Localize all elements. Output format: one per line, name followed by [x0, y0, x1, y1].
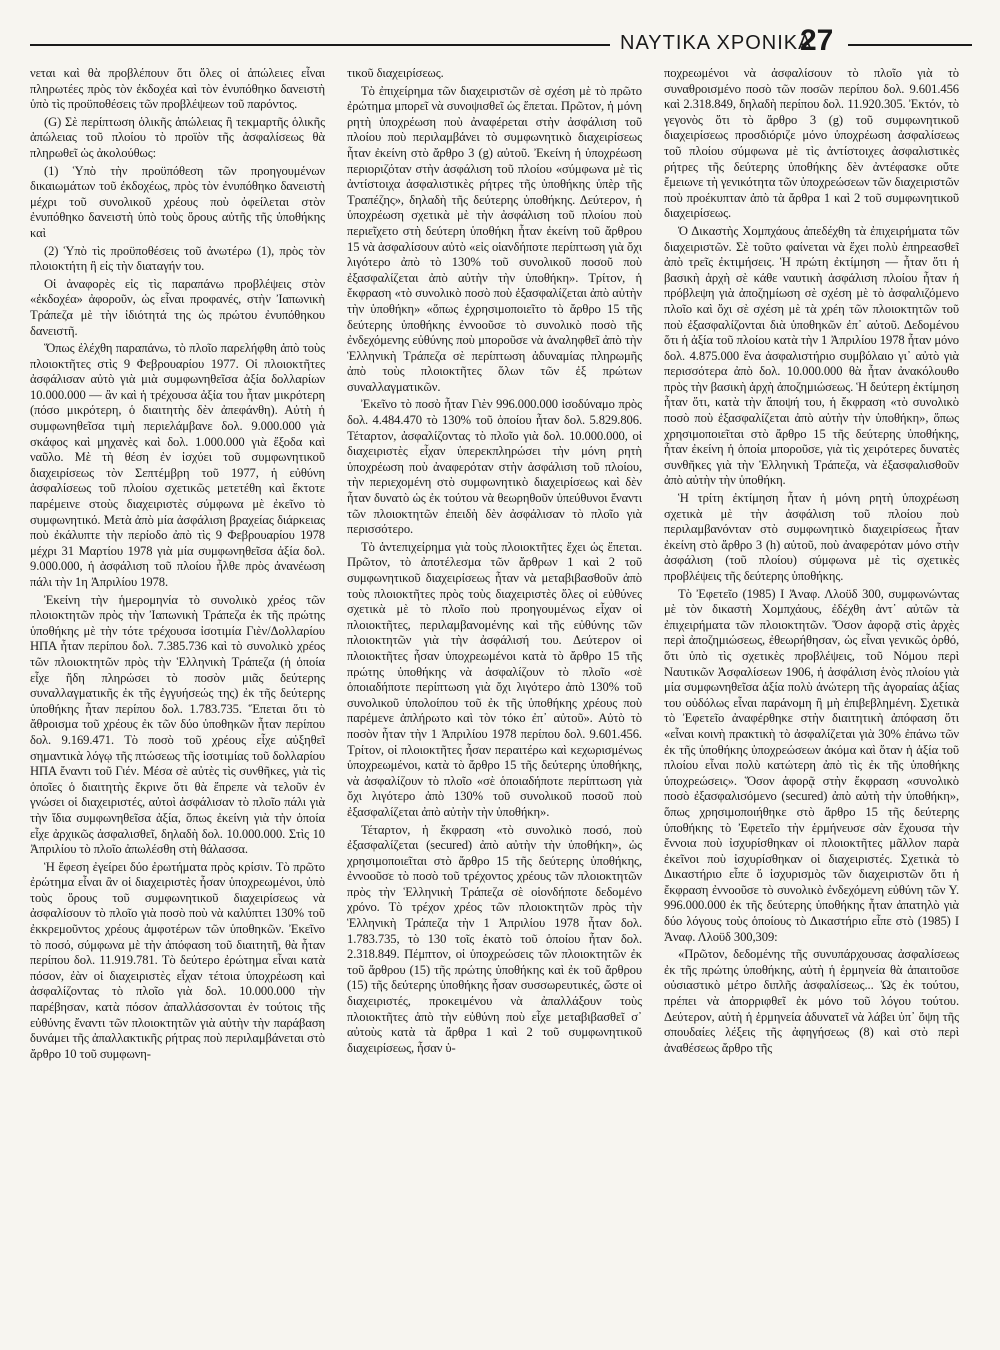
text-column-3 [664, 66, 959, 1336]
paragraph: (1) Ὑπὸ τὴν προϋπόθεση τῶν προηγουμένων δικαιωμάτων τοῦ ἐκδοχέως, πρὸς τὸν ἐνυπόθηκο δανειστὴ μέχρι τοῦ συνολικοῦ χρέους ποὺ ὀφείλεται στὸν ἐνυπόθηκο δανειστὴ ὑπὸ τοὺς ὅρους αὐτῆς τῆς ὑποθήκης καὶ [30, 163, 325, 240]
paragraph: Ὁ Δικαστὴς Χομπχάους ἀπεδέχθη τὰ ἐπιχειρήματα τῶν διαχειριστῶν. Σὲ τοῦτο φαίνεται νὰ ἔχει πολὺ ἐπηρεασθεῖ ἀπὸ τρεῖς ἐκτιμήσεις. Ἡ πρώτη ἐκτίμηση — ἦταν ὅτι ἡ βασικὴ ἀρχὴ σὲ κάθε ναυτικὴ ἀσφάλιση πλοίου ἦταν ἡ πρόβλεψη γιὰ ἀποζημίωση σὲ σχέση μὲ τὸ ἀσφαλιζόμενο πλοῖο καὶ ὄχι σὲ σχέση μὲ τὰ χρέη τῶν πλοιοκτητῶν τοῦ ποὺ ἐξασφαλίζονται διὰ ὑποθηκῶν ἐπ᾽ αὐτοῦ. Δεδομένου ὅτι ἡ ἀξία τοῦ πλοίου κατὰ τὴν 1 Ἀπριλίου 1978 ἦταν μόνο δολ. 4.875.000 ἕνα ἀσφαλιστήριο συμβόλαιο γι᾽ αὐτὸ γιὰ περισσότερα ἀπὸ δολ. 10.000.000 θὰ ἦταν ἀνακόλουθο πρὸς τὴν βασικὴ ἀρχὴ ἀποζημιώσεως. Ἡ δεύτερη ἐκτίμηση ἦταν ὅτι, κατὰ τὴν ἄποψή του, ἡ ἔκφραση «τὸ συνολικὸ ποσὸ ποὺ ἐξασφαλίζεται ἀπὸ αὐτὴν τὴν ὑποθήκη», ὅπως χρησιμοποιεῖται στὸ ἄρθρο 15 τῆς δεύτερης ὑποθήκης, ἦταν ἐκείνη ἡ ὁποία μποροῦσε, γιὰ τὶς χειρότερες δυνατὲς συνθῆκες γιὰ τὴν Ἑλληνικὴ Τράπεζα, νὰ ἐξασφαλισθοῦν ἀπὸ αὐτὴν τὴν ὑποθήκη. [664, 223, 959, 488]
paragraph: νεται καὶ θὰ προβλέπουν ὅτι ὅλες οἱ ἀπώλειες εἶναι πληρωτέες πρὸς τὸν ἐκδοχέα καὶ τὸν ἐνυπόθηκο δανειστὴ ὑπὸ τὶς προϋποθέσεις τῶν προβλέψεων τοῦ παρόντος. [30, 66, 325, 112]
paragraph: Τὸ ἐπιχείρημα τῶν διαχειριστῶν σὲ σχέση μὲ τὸ πρῶτο ἐρώτημα μπορεῖ νὰ συνοψισθεῖ ὡς ἕπεται. Πρῶτον, ἡ μόνη ρητὴ ὑποχρέωση ποὺ ἀναφέρεται στὴν ἀσφάλιση τοῦ πλοίου ποὺ περιλαμβάνει τὸ συμφωνητικὸ διαχειρίσεως ἦταν ἐκείνη στὸ ἄρθρο 3 (g) αὐτοῦ. Ἐκείνη ἡ ὑποχρέωση περιοριζόταν στὴν ἀσφάλιση τοῦ πλοίου «σύμφωνα μὲ τὶς ἀντίστοιχα ἀσφαλιστικὲς ρήτρες τῆς ὑποθήκης ὑπὲρ τῆς Τραπέζης», δηλαδὴ τῆς δεύτερης ὑποθήκης. Δεύτερον, ἡ ὑποχρέωση σχετικὰ μὲ τὴν ἀσφάλιση τοῦ πλοίου ποὺ περιεῖχετο στὴ δεύτερη ὑποθήκη ἦταν ἐκείνη τοῦ ἄρθρου 15 νὰ ἀσφαλίσουν αὐτὸ «εἰς οἱανδήποτε περίπτωση γιὰ ὄχι λιγότερο ἀπὸ τὸ 130% τοῦ συνολικοῦ ποσοῦ ποὺ ἐξασφαλίζεται ἀπὸ αὐτὴν τὴν ὑποθήκη». Τρίτον, ἡ ἔκφραση «τὸ συνολικὸ ποσὸ ποὺ ἐξασφαλίζεται ἀπὸ αὐτὴν τὴν ὑποθήκη» «ὅπως ἐχρησιμοποιεῖτο τὸ ἄρθρο 15 τῆς δεύτερης ὑποθήκης ἐννοοῦσε τὸ συνολικὸ ποσὸ τῆς ἐνδεχόμενης εὐθύνης ποὺ μποροῦσε νὰ ἀναληφθεῖ ἀπὸ τὴν Ἑλληνικὴ Τράπεζα σὲ περίπτωση ἀδυναμίας πληρωμῆς ἀπὸ τοὺς πλοιοκτῆτες ὅλων τῶν ἐξ πρώτων συναλλαγματικῶν. [347, 83, 642, 394]
header-rule-right [848, 44, 972, 46]
paragraph: Ἐκεῖνο τὸ ποσὸ ἦταν Γιὲν 996.000.000 ἰσοδύναμο πρὸς δολ. 4.484.470 τὸ 130% τοῦ ὁποίου ἦταν δολ. 5.829.806. Τέταρτον, ἀσφαλίζοντας τὸ πλοῖο γιὰ δολ. 10.000.000, οἱ διαχειριστὲς εἶχαν ὑπερεκπληρώσει τὴν μόνη ρητὴ ὑποχρέωση ποὺ ἀναφερόταν στὴν ἀσφάλιση τοῦ πλοίου, τὴν περιεχομένη στὸ συμφωνητικὸ διαχειρίσεως καὶ δὲν ἦταν δυνατὸ ὡς ἐκ τούτου νὰ θεωρηθοῦν ὑπεύθυνοι ἔναντι τῶν πλοιοκτητῶν ἐπειδὴ δὲν ἀσφάλισαν τὸ πλοῖο γιὰ περισσότερο. [347, 397, 642, 537]
paragraph: Ὅπως ἐλέχθη παραπάνω, τὸ πλοῖο παρελήφθη ἀπὸ τοὺς πλοιοκτῆτες στὶς 9 Φεβρουαρίου 1977. Οἱ πλοιοκτῆτες ἀσφάλισαν αὐτὸ γιὰ μιὰ συμφωνηθεῖσα ἀξία δολλαρίων 10.000.000 — ἂν καὶ ἡ τρέχουσα ἀξία του ἦταν μικρότερη (πόσο μικρότερη, ὁ διαιτητὴς δὲν ἀπεφάνθη). Αὐτὴ ἡ συμφωνηθεῖσα τιμὴ περιελάμβανε δολ. 9.000.000 γιὰ σκάφος καὶ μηχανὲς καὶ δολ. 1.000.000 γιὰ ἔξοδα καὶ ναῦλο. Μὲ τὴ θέση ἐν ἰσχύει τοῦ συμφωνητικοῦ διαχειρίσεως τὸν Σεπτέμβρη τοῦ 1977, ἡ εὐθύνη ἀσφαλίσεως τοῦ πλοίου σχετικῶς μετετέθη καὶ ἔκτοτε παρέμεινε στοὺς διαχειριστὲς σύμφωνα μὲ ἐκεῖνο τὸ συμφωνητικό. Μετὰ ἀπὸ μία ἀσφάλιση βραχείας διάρκειας ποὺ ἐκάλυπτε τὴν περίοδο ἀπὸ τὶς 9 Φεβρουαρίου 1978 μέχρι 31 Μαρτίου 1978 γιὰ μία συμφωνηθεῖσα ἀξία δολ. 9.000.000, ἡ ἀσφάλιση τοῦ πλοίου ἦλθε πρὸς ἀνανέωση πάλι τὴν 1η Ἀπριλίου 1978. [30, 341, 325, 589]
paragraph: Τὸ ἀντεπιχείρημα γιὰ τοὺς πλοιοκτῆτες ἔχει ὡς ἕπεται. Πρῶτον, τὸ ἀποτέλεσμα τῶν ἄρθρων 1 καὶ 2 τοῦ συμφωνητικοῦ διαχειρίσεως ἦταν νὰ μεταβιβασθοῦν ἀπὸ τοὺς πλοιοκτῆτες πρὸς τοὺς διαχειριστὲς ὅλες οἱ εὐθύνες σχετικὰ μὲ τὸ πλοῖο ποὺ προηγουμένως εἶχαν οἱ πλοιοκτῆτες, περιλαμβανομένης καὶ τῆς εὐθύνης τῶν πλοιοκτητῶν γιὰ τὴν ἀσφάλισή του. Δεύτερον οἱ πλοιοκτῆτες ἦσαν ὑποχρεωμένοι κατὰ τὸ ἄρθρο 15 τῆς πρώτης ὑποθήκης νὰ ἀσφαλίζουν τὸ πλοῖο «σὲ ὁποιαδήποτε περίπτωση γιὰ ὄχι λιγότερο ἀπὸ 130% τοῦ συνολικοῦ ὑπολοίπου τοῦ ἐκ τῆς ὑποθήκης χρέους ποὺ παρέμενε ἀπλήρωτο καὶ τὸν τόκο ἐπ᾽ αὐτοῦ». Αὐτὸ τὸ ποσὸν ἦταν τὴν 1 Ἀπριλίου 1978 περίπου δολ. 9.601.456. Τρίτον, οἱ πλοιοκτῆτες ἦσαν περαιτέρω καὶ κεχωρισμένως ὑποχρεωμένοι, κατὰ τὸ ἄρθρο 15 τῆς δεύτερης ὑποθήκης, νὰ ἀσφαλίζουν τὸ πλοῖο «σὲ ὁποιαδήποτε περίπτωση γιὰ ὄχι λιγότερο ἀπὸ 130% τοῦ συνολικοῦ ποσοῦ ποὺ ἐξασφαλίζεται ἀπὸ αὐτὴν τὴν ὑποθήκη». [347, 539, 642, 819]
paragraph: ποχρεωμένοι νὰ ἀσφαλίσουν τὸ πλοῖο γιὰ τὸ συναθροισμένο ποσὸ τῶν ποσῶν περίπου δολ. 9.601.456 καὶ 2.318.849, δηλαδὴ περίπου δολ. 11.920.305. Ἐκτόν, τὸ γεγονὸς ὅτι τὸ ἄρθρο 3 (g) τοῦ συμφωνητικοῦ διαχειρίσεως προσδιόριζε μόνο ὑποχρέωση ἀσφαλίσεως τοῦ πλοίου σύμφωνα μὲ τὶς ἀντίστοιχες ἀσφαλιστικὲς ρήτρες τῆς δεύτερης ὑποθήκης δὲν ἀντέφασκε οὔτε ἔμειωνε τὴ γενικότητα τῶν ὑποχρεώσεων τῶν διαχειριστῶν ποὺ προέκυπταν ἀπὸ τὰ ἄρθρα 1 καὶ 2 τοῦ συμφωνητικοῦ διαχειρίσεως. [664, 66, 959, 221]
text-column-2 [347, 66, 642, 1336]
header-rule-left [30, 44, 610, 46]
paragraph: Ἡ τρίτη ἐκτίμηση ἦταν ἡ μόνη ρητὴ ὑποχρέωση σχετικὰ μὲ τὴν ἀσφάλιση τοῦ πλοίου ποὺ περιλαμβανόνταν στὸ συμφωνητικὸ διαχειρίσεως ἦταν ἐκείνη στὸ ἄρθρο 3 (h) αὐτοῦ, ποὺ ἀναφερόταν μόνο στὴν ἀσφάλιση (τοῦ πλοίου) σύμφωνα μὲ τὶς σχετικὲς προβλέψεις τῆς δεύτερης ὑποθήκης. [664, 491, 959, 583]
paragraph: (2) Ὑπὸ τὶς προϋποθέσεις τοῦ ἀνωτέρω (1), πρὸς τὸν πλοιοκτήτη ἢ εἰς τὴν διαταγήν του. [30, 243, 325, 274]
paragraph: Τὸ Ἐφετεῖο (1985) I Ἀναφ. Λλοϋδ 300, συμφωνώντας μὲ τὸν δικαστὴ Χομπχάους, ἐδέχθη ἀντ᾽ αὐτῶν τὰ ἐπιχειρήματα τῶν πλοιοκτητῶν. Ὅσον ἀφορᾷ στὶς ἀρχὲς περὶ ἀποζημιώσεως, ἐθεωρήθησαν, ὡς εἶναι γενικῶς ὀρθό, ὅτι ὑπὸ τὶς σχετικὲς προβλέψεις, τοῦ Νόμου περὶ Ναυτικῶν Ἀσφαλίσεων 1906, ἡ ἀσφάλιση ἑνὸς πλοίου γιὰ μία συμφωνηθεῖσα ἀξία πολὺ ἀνώτερη τῆς ἀγοραίας ἀξίας του οὐδόλως εἶναι παράνομη ἢ μὴ ἐπιβεβλημένη. Σχετικὰ τὸ Ἐφετεῖο ἀναφέρθηκε στὴν διαιτητικὴ ἀπόφαση ὅτι «εἶναι κοινὴ πρακτικὴ τὸ ἀσφαλίζεται γιὰ 30% ἐπάνω τῶν ἐκ τῆς ὑποθήκης ὑποχρεώσεων ἀκόμα καὶ ὅταν ἡ ἀξία τοῦ πλοίου εἶναι πολὺ κατώτερη ἀπὸ τὶς ἐκ τῆς ὑποθήκης ὑποχρεώσεις». Ὅσον ἀφορᾷ στὴν ἔκφραση «συνολικὸ ποσὸ ἐξασφαλισόμενο (secured) ἀπὸ αὐτὴ τὴν ὑποθήκη», ὅπως χρησιμοποιήθηκε στὸ ἄρθρο 15 τῆς δεύτερης ὑποθήκης τὸ Ἐφετεῖο τὴν ἑρμήνευσε σὰν ἔχουσα τὴν ἔννοια ποὺ ἰσχυρίσθηκαν οἱ πλοιοκτῆτες μᾶλλον παρὰ ἐκεῖνοι ποὺ ἰσχυρίσθηκαν οἱ διαχειριστές. Σχετικὰ τὸ Δικαστήριο εἶπε ὅ ἰσχυρισμὸς τῶν διαχειριστῶν ὅτι ἡ ἔκφραση ἐννοοῦσε τὸ συνολικὸ ἐνδεχόμενη εὐθύνη τῶν Υ. 996.000.000 ἐκ τῆς δεύτερης ὑποθήκης ἦταν ἀπατηλὸ γιὰ δύο λόγους τοὺς ὁποίους τὸ Δικαστήριο εἶπε στὸ (1985) I Ἀναφ. Λλοϋδ 300,309: [664, 586, 959, 944]
page-header [0, 0, 1000, 70]
text-column-1 [30, 66, 325, 1336]
page-number: 27 [800, 24, 834, 57]
paragraph: «Πρῶτον, δεδομένης τῆς συνυπάρχουσας ἀσφαλίσεως ἐκ τῆς πρώτης ὑποθήκης, αὐτὴ ἡ ἑρμηνεία θὰ ἀπαιτοῦσε οὐσιαστικὸ μέτρο διπλῆς ἀσφαλίσεως... Ὡς ἐκ τούτου, πρέπει νὰ ἀπορριφθεῖ ἐκ μόνο τοῦ λόγου τούτου. Δεύτερον, αὐτὴ ἡ ἑρμηνεία ἀδυνατεῖ νὰ λάβει ὑπ᾽ ὄψη τῆς σπουδαίες λέξεις τῆς ἀφηγήσεως (8) καὶ στὸ περὶ ἀναθέσεως ἄρθρο τῆς [664, 947, 959, 1055]
paragraph: Οἱ ἀναφορὲς εἰς τὶς παραπάνω προβλέψεις στὸν «ἐκδοχέα» ἀφοροῦν, ὡς εἶναι προφανές, στὴν Ἰαπωνικὴ Τράπεζα μὲ τὴν ἰδιότητά της ὡς πρώτου ἐνυπόθηκου δανειστῆ. [30, 276, 325, 338]
paragraph: τικοῦ διαχειρίσεως. [347, 66, 444, 80]
article-body [30, 66, 980, 1336]
paragraph: Τέταρτον, ἡ ἔκφραση «τὸ συνολικὸ ποσό, ποὺ ἐξασφαλίζεται (secured) ἀπὸ αὐτὴν τὴν ὑποθήκη», ὡς χρησιμοποιεῖται στὸ ἄρθρο 15 τῆς δεύτερης ὑποθήκης, ἐννοοῦσε τὸ ποσὸ τοῦ τρέχοντος χρέους τῶν πλοιοκτητῶν πρὸς τὴν Ἑλληνικὴ Τράπεζα σὲ οἱονδήποτε δεδομένο χρόνο. Τὸ τρέχον χρέος τῶν πλοιοκτητῶν πρὸς τὴν Ἑλληνικὴ Τράπεζα τὴν 1 Ἀπριλίου 1978 ἦταν δολ. 1.783.735, τὸ 130 τοῖς ἑκατὸ τοῦ ὁποίου ἦταν δολ. 2.318.849. Πέμπτον, οἱ ὑποχρεώσεις τῶν πλοιοκτητῶν ἐκ τοῦ ἄρθρου (15) τῆς πρώτης ὑποθήκης καὶ ἐκ τοῦ ἄρθρου (15) τῆς δεύτερης ὑποθήκης ἦσαν συσσωρευτικές, ὥστε οἱ διαχειριστές, προκειμένου νὰ ἀπαλλάξουν τοὺς πλοιοκτῆτες ἀπὸ τὴν εὐθύνη ποὺ εἶχε μεταβιβασθεῖ σ᾽ αὐτοὺς κατὰ τὰ ἄρθρα 1 καὶ 2 τοῦ συμφωνητικοῦ διαχειρίσεως, ἦσαν ὑ- [347, 822, 642, 1055]
publication-title: ΝΑΥΤΙΚΑ ΧΡΟΝΙΚΑ [620, 32, 813, 54]
paragraph: Ἐκείνη τὴν ἡμερομηνία τὸ συνολικὸ χρέος τῶν πλοιοκτητῶν πρὸς τὴν Ἰαπωνικὴ Τράπεζα ἐκ τῆς πρώτης ὑποθήκης μὲ τὴν τότε τρέχουσα ἰσοτιμία Γιὲν/Δολλαρίου ΗΠΑ ἦταν περίπου δολ. 7.385.736 καὶ τὸ συνολικὸ χρέος τῶν πλοιοκτητῶν πρὸς τὴν Ἑλληνικὴ Τράπεζα (ἡ ὁποία εἶχε ἤδη πληρώσει τὸ ποσὸν μιᾶς δεύτερης συναλλαγματικῆς ἐκ τῆς ἐγγυήσεώς της) ἐκ τῆς δεύτερης ὑποθήκης ἦταν περίπου δολ. 1.783.735. Ἕπεται ὅτι τὸ ἄθροισμα τοῦ χρέους ἐκ τῶν δύο ὑποθηκῶν ἦταν περίπου δολ. 9.169.471. Τὸ ποσὸ τοῦ χρέους εἶχε αὐξηθεῖ σημαντικὰ λόγῳ τῆς πτώσεως τῆς ἰσοτιμίας τοῦ δολλαρίου ΗΠΑ ἔναντι τοῦ Γιέν. Μέσα σὲ αὐτὲς τὶς συνθῆκες, γιὰ τὶς ὁποῖες ὁ διαιτητὴς ἔκρινε ὅτι θὰ ἔπρεπε νὰ τελοῦν ἐν γνώσει οἱ διαχειριστές, αὐτοὶ ἀσφάλισαν τὸ πλοῖο πάλι γιὰ τὴν ἴδια συμφωνηθεῖσα ἀξία, ὅπως ἐκείνη γιὰ τὴν ὁποία εἶχε ἀρχικῶς ἀσφαλισθεῖ, δηλαδὴ δολ. 10.000.000. Στὶς 10 Ἀπριλίου τὸ πλοῖο ἀπωλέσθη στὴ θάλασσα. [30, 592, 325, 857]
paragraph: (G) Σὲ περίπτωση ὁλικῆς ἀπώλειας ἢ τεκμαρτῆς ὁλικῆς ἀπώλειας τοῦ πλοίου τὸ προϊὸν τῆς ἀσφαλίσεως θὰ πληρωθεῖ ὡς ἀκολούθως: [30, 114, 325, 160]
paragraph: Ἡ ἔφεση ἐγείρει δύο ἐρωτήματα πρὸς κρίσιν. Τὸ πρῶτο ἐρώτημα εἶναι ἂν οἱ διαχειριστὲς ἦσαν ὑποχρεωμένοι, ὑπὸ τοὺς ὅρους τοῦ συμφωνητικοῦ διαχειρίσεως νὰ ἀσφαλίσουν τὸ πλοῖο γιὰ ποσὸ ποὺ νὰ καλύπτει 130% τοῦ ἐκκρεμοῦντος χρέους ἀμφοτέρων τῶν ὑποθηκῶν. Ἐκεῖνο τὸ ποσό, σύμφωνα μὲ τὴν ἀπόφαση τοῦ διαιτητῆ, θὰ ἦταν περίπου δολ. 11.919.781. Τὸ δεύτερο ἐρώτημα εἶναι κατὰ πόσον, ἐὰν οἱ διαχειριστὲς εἶχαν τέτοια ὑποχρέωση καὶ ἀσφαλίζοντας τὸ πλοῖο γιὰ δολ. 10.000.000 τὴν παρέβησαν, κατὰ πόσον ἀπαλλάσσονται ἐν τούτοις τῆς εὐθύνης ἔναντι τῶν πλοιοκτητῶν γιὰ αὐτὴν τὴν παράβαση δυνάμει τῆς ἀπαλλακτικῆς ρήτρας ποὺ περιλαμβάνεται στὸ ἄρθρο 10 τοῦ συμφωνη- [30, 859, 325, 1061]
